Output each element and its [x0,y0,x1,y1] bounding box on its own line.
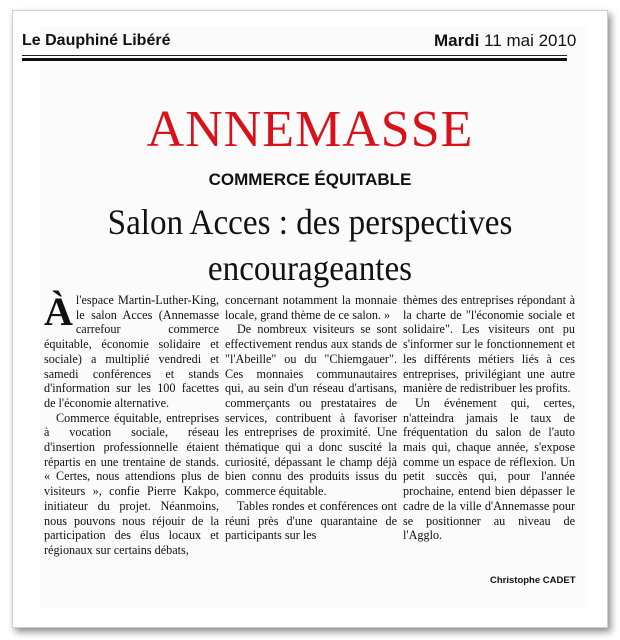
article-headline [25,199,595,291]
newspaper-name: Le Dauphiné Libéré [22,32,171,49]
headline-line-1: Salon Acces : des perspectives [107,202,513,242]
issue-date-text: 11 mai 2010 [484,31,577,50]
column-1-paragraph-1 [44,289,219,411]
author-byline: Christophe CADET [490,575,576,586]
drop-cap: À [44,289,73,334]
header-rule-top [22,55,567,56]
column-1-paragraph-2: Commerce équitable, entreprises à vocation sociale, réseau d'insertion professionnelle étaient répartis en une trentaine de stands. « Certes, nous attendions plus de visiteurs », confie Pierre Kakpo, initiateur du projet. Néanmoins, nous pouvons nous réjouir de la participation des élus locaux et régionaux sur certains débats, [44,410,219,557]
column-2-paragraph-1: concernant notamment la monnaie locale, grand thème de ce salon. » [225,293,397,322]
headline-line-2: encourageantes [207,248,413,288]
article-column-2 [225,293,397,543]
issue-date [434,31,576,51]
issue-day: Mardi [434,31,480,50]
column-1-paragraph-1-text: l'espace Martin-Luther-King, le salon Acces (Annemasse carrefour commerce équitable, économie solidaire et sociale) a multiplié vendredi et samedi conférences et stands d'information sur les 100 facettes de l'économie alternative. [44,293,219,410]
city-title: ANNEMASSE [146,101,474,158]
header-rule-bottom [22,58,567,61]
rubric-heading: COMMERCE ÉQUITABLE [208,170,412,189]
article-column-3 [403,293,575,543]
column-2-paragraph-2: De nombreux visiteurs se sont effectivement rendus aux stands de "l'Abeille" ou du "Chiemgauer". Ces monnaies communautaires qui, au sein d'un réseau d'artisans, commerçants ou prestataires de services, contribuent à favoriser les entreprises de proximité. Une thématique qui a donc suscité la curiosité, dépassant le champ déjà bien connu des produits issus du commerce équitable. [225,322,397,499]
column-3-paragraph-2: Un événement qui, certes, n'atteindra jamais le taux de fréquentation du salon de l'auto mais qui, chaque année, s'expose comme un espace de réflexion. Un petit succès qui, pour l'année prochaine, entend bien dépasser le cadre de la ville d'Annemasse pour se positionner au niveau de l'Agglo. [403,395,575,543]
article-column-1 [44,289,219,558]
column-3-paragraph-1: thèmes des entreprises répondant à la charte de "l'économie sociale et solidaire". Les visiteurs ont pu s'informer sur le fonctionnement et les différents métiers liés à ces entreprises, privilégiant une autre manière de redistribuer les profits. [403,293,575,396]
column-2-paragraph-3: Tables rondes et conférences ont réuni près d'une quarantaine de participants sur les [225,498,397,543]
